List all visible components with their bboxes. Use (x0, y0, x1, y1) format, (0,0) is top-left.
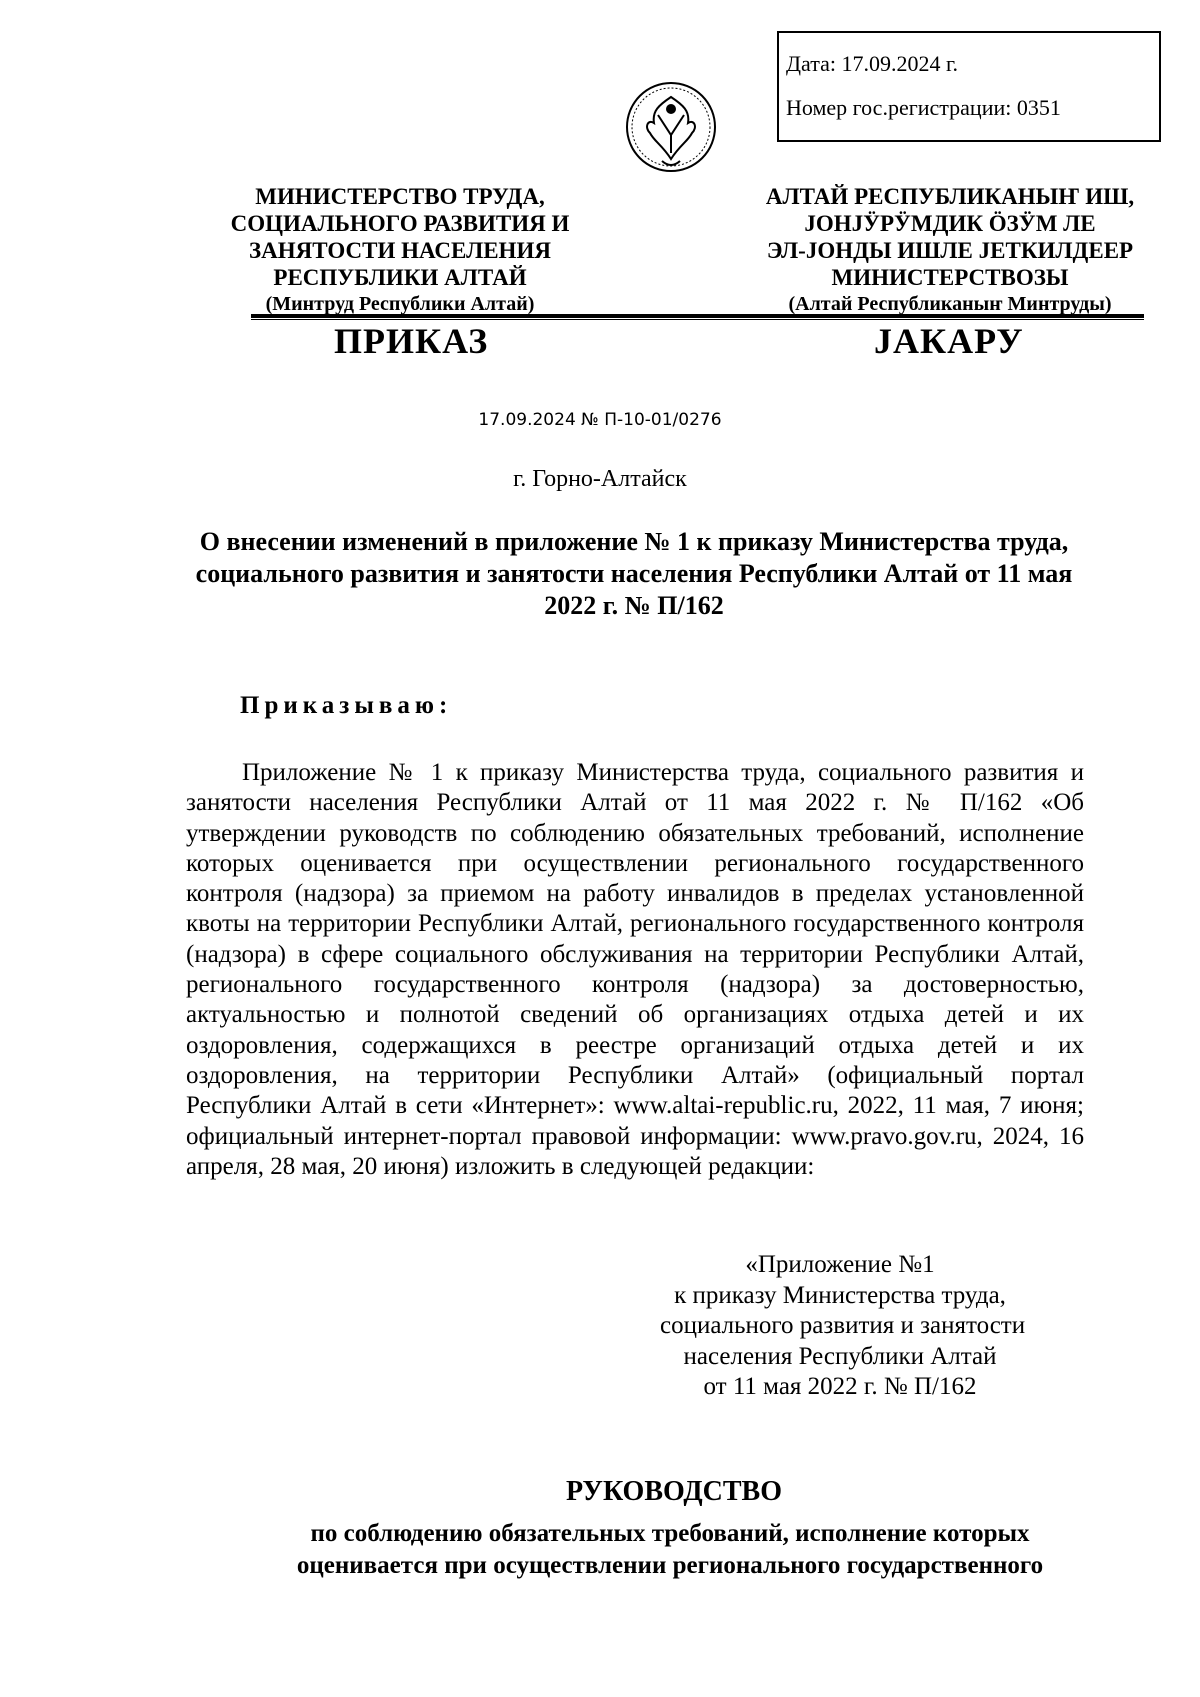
appendix-line: от 11 мая 2022 г. № П/162 (703, 1373, 977, 1400)
ministry-header-line: ЗАНЯТОСТИ НАСЕЛЕНИЯ (249, 238, 551, 263)
document-city: г. Горно-Алтайск (513, 466, 687, 492)
ministry-header-line: АЛТАЙ РЕСПУБЛИКАНЫҤ ИШ, (765, 184, 1135, 209)
ministry-header-line: ЭЛ-ЈОНДЫ ИШЛЕ ЈЕТКИЛДЕЕР (766, 238, 1134, 263)
guide-subtitle-line: оценивается при осуществлении регионального государственного (296, 1552, 1044, 1579)
ministry-header-line: ЈОНЈӰРӰМДИК ÖЗӰМ ЛЕ (804, 211, 1096, 236)
appendix-line: «Приложение №1 (745, 1251, 935, 1278)
ministry-header-line: МИНИСТЕРСТВО ТРУДА, (255, 184, 545, 209)
appendix-line: социального развития и занятости (660, 1312, 1026, 1339)
coat-of-arms-emblem (624, 75, 718, 179)
appendix-line: к приказу Министерства труда, (674, 1281, 1006, 1309)
ministry-short-name: (Минтруд Республики Алтай) (265, 293, 535, 315)
ministry-header-line: РЕСПУБЛИКИ АЛТАЙ (273, 265, 527, 290)
ministry-header-line: МИНИСТЕРСТВОЗЫ (831, 265, 1069, 290)
document-body (186, 758, 1084, 1182)
ministry-short-name: (Алтай Республиканыҥ Минтруды) (788, 293, 1112, 315)
ministry-header-altai (758, 183, 1142, 318)
order-word: Приказываю: (240, 692, 453, 719)
appendix-reference (660, 1250, 1026, 1403)
document-type-russian: ПРИКАЗ (334, 321, 489, 361)
header-divider (251, 314, 1144, 318)
stamp-registration-number: Номер гос.регистрации: 0351 (786, 95, 1061, 120)
stamp-date: Дата: 17.09.2024 г. (786, 51, 959, 76)
ministry-header-line: СОЦИАЛЬНОГО РАЗВИТИЯ И (230, 211, 570, 236)
ministry-header-russian (218, 183, 582, 318)
guide-subtitle (170, 1518, 1170, 1582)
appendix-line: населения Республики Алтай (683, 1342, 997, 1370)
document-heading: О внесении изменений в приложение № 1 к приказу Министерства труда, социального развития и занятости населения Республики Алтай от 11 мая 2022 г. № П/162 (195, 527, 1073, 620)
guide-title: РУКОВОДСТВО (565, 1476, 782, 1507)
registration-stamp (777, 31, 1161, 142)
guide-subtitle-line: по соблюдению обязательных требований, исполнение которых (310, 1520, 1030, 1547)
document-type-altai: ЈАКАРУ (874, 321, 1024, 361)
document-number: 17.09.2024 № П-10-01/0276 (478, 410, 722, 430)
body-paragraph: Приложение № 1 к приказу Министерства труда, социального развития и занятости населения Республики Алтай от 11 мая 2022 г. № П/162 «Об утверждении руководств по соблюдению обязательных требований, исполнение которых оценивается при осуществлении регионального государственного контроля (надзора) за приемом на работу инвалидов в пределах установленной квоты на территории Республики Алтай, регионального государственного контроля (надзора) в сфере социального обслуживания на территории Республики Алтай, регионального государственного контроля (надзора) за достоверностью, актуальностью и полнотой сведений об организациях отдыха детей и их оздоровления, содержащихся в реестре организаций отдыха детей и их оздоровления, на территории Республики Алтай» (официальный портал Республики Алтай в сети «Интернет»: www.altai-republic.ru, 2022, 11 мая, 7 июня; официальный интернет-портал правовой информации: www.pravo.gov.ru, 2024, 16 апреля, 28 мая, 20 июня) изложить в следующей редакции: (186, 759, 1084, 1180)
